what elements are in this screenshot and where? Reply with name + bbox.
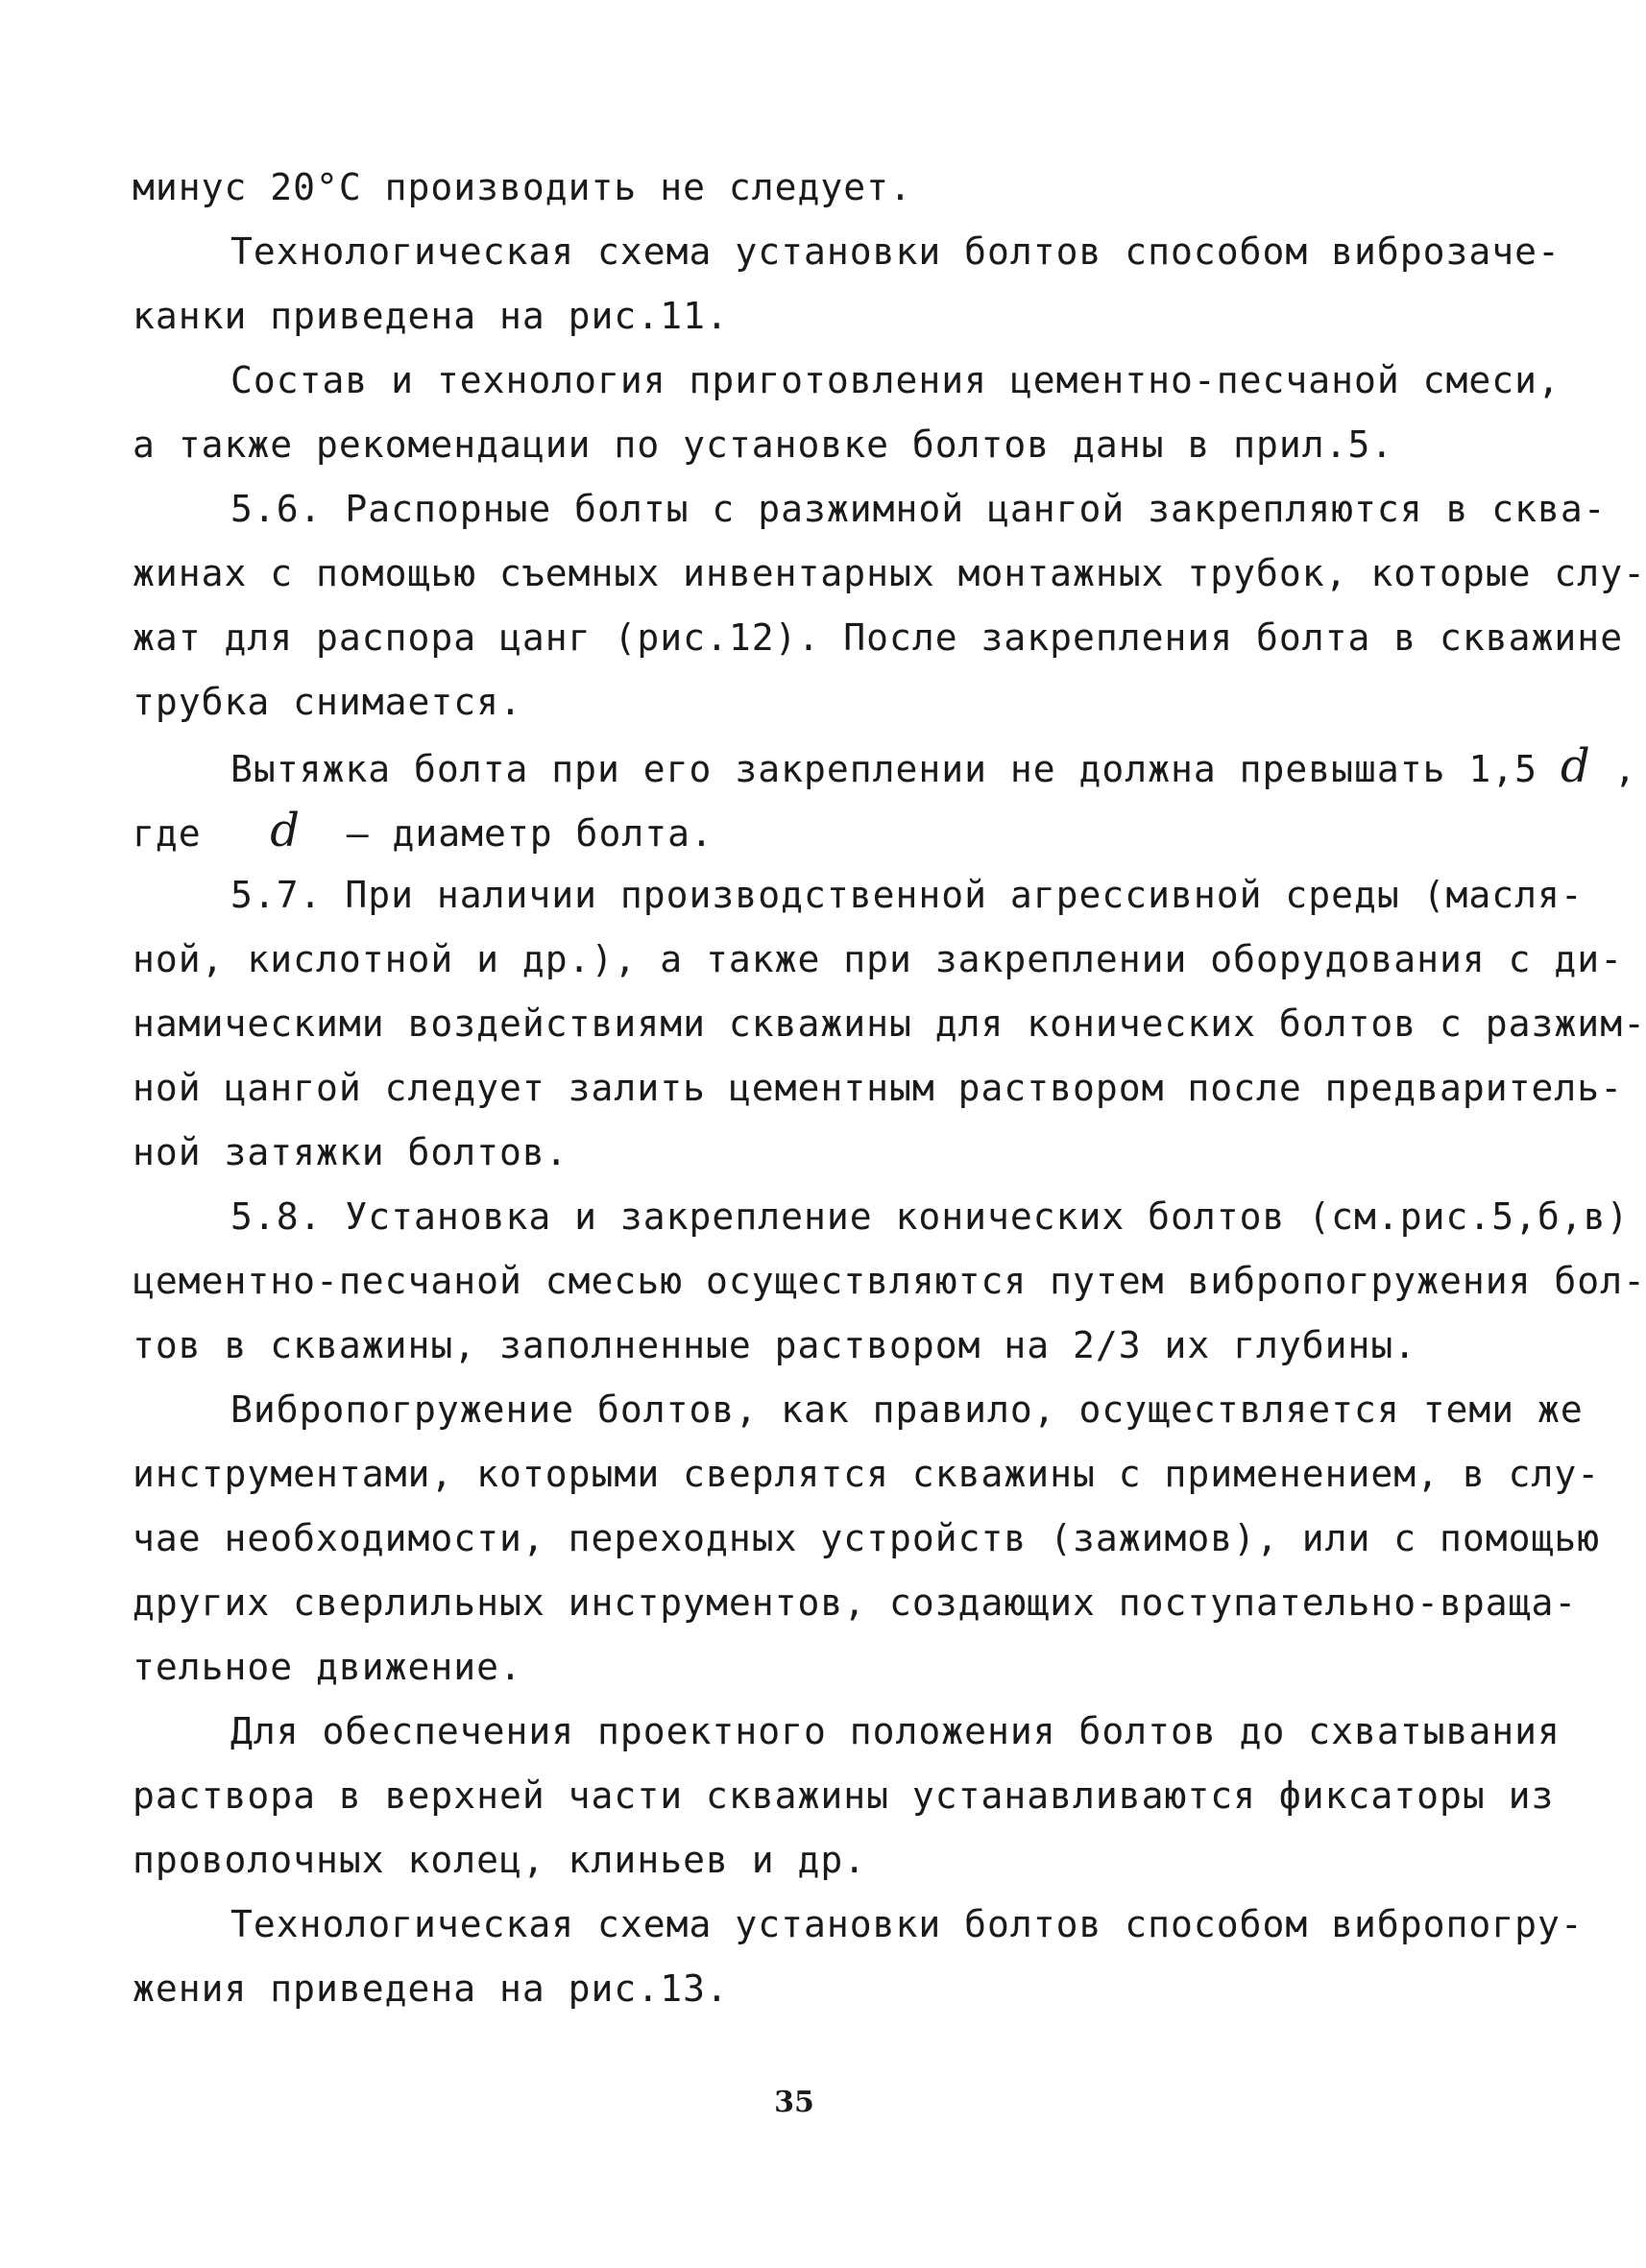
text-line: Вибропогружение болтов, как правило, осуществляется теми же [230, 1388, 1584, 1431]
text-line: 5.8. Установка и закрепление конических болтов (см.рис.5,б,в) [230, 1195, 1630, 1238]
text-fragment: , [1613, 748, 1637, 790]
handwritten-d-symbol: d [1560, 739, 1591, 793]
text-line: а также рекомендации по установке болтов даны в прил.5. [133, 423, 1394, 466]
text-line: инструментами, которыми сверлятся скважины с применением, в слу- [133, 1453, 1601, 1495]
text-fragment: Вытяжка болта при его закреплении не должна превышать 1,5 [230, 748, 1538, 790]
text-line: раствора в верхней части скважины устанавливаются фиксаторы из [133, 1774, 1555, 1817]
text-fragment: где [133, 812, 202, 855]
text-line: ной цангой следует залить цементным раствором после предваритель- [133, 1067, 1624, 1109]
text-line: Технологическая схема установки болтов способом виброзачe- [230, 230, 1561, 273]
text-line: 5.7. При наличии производственной агрессивной среды (масля- [230, 874, 1584, 916]
text-line: канки приведена на рис.11. [133, 295, 729, 337]
page-number: 35 [774, 2086, 814, 2119]
text-line: тельное движение. [133, 1646, 522, 1688]
text-line: чае необходимости, переходных устройств (зажимов), или с помощью [133, 1517, 1601, 1559]
text-line: жат для распора цанг (рис.12). После закрепления болта в скважине [133, 616, 1624, 659]
text-line: трубка снимается. [133, 681, 522, 723]
text-line: Технологическая схема установки болтов способом вибропогру- [230, 1903, 1584, 1945]
text-line: минус 20°С производить не следует. [133, 166, 912, 208]
text-line: жинах с помощью съемных инвентарных монтажных трубок, которые слу- [133, 552, 1646, 594]
text-line: цементно-песчаной смесью осуществляются путем вибропогружения бол- [133, 1260, 1646, 1302]
handwritten-d-symbol: d [270, 804, 302, 857]
text-fragment: – диаметр болта. [346, 812, 714, 855]
text-line: тов в скважины, заполненные раствором на 2/3 их глубины. [133, 1324, 1417, 1366]
text-line: 5.6. Распорные болты с разжимной цангой закрепляются в сква- [230, 488, 1607, 530]
text-line: Состав и технология приготовления цементно-песчаной смеси, [230, 359, 1561, 401]
text-line: проволочных колец, клиньев и др. [133, 1839, 867, 1881]
text-line: ной, кислотной и др.), а также при закреплении оборудования с ди- [133, 938, 1624, 980]
text-line-with-symbol [230, 739, 1637, 793]
text-line: ной затяжки болтов. [133, 1131, 569, 1173]
text-line: жения приведена на рис.13. [133, 1967, 729, 2010]
text-line: Для обеспечения проектного положения болтов до схватывания [230, 1710, 1561, 1752]
text-line: намическими воздействиями скважины для конических болтов с разжим- [133, 1002, 1646, 1045]
text-line: других сверлильных инструментов, создающих поступательно-враща- [133, 1581, 1578, 1624]
text-line-with-symbol [133, 804, 714, 857]
